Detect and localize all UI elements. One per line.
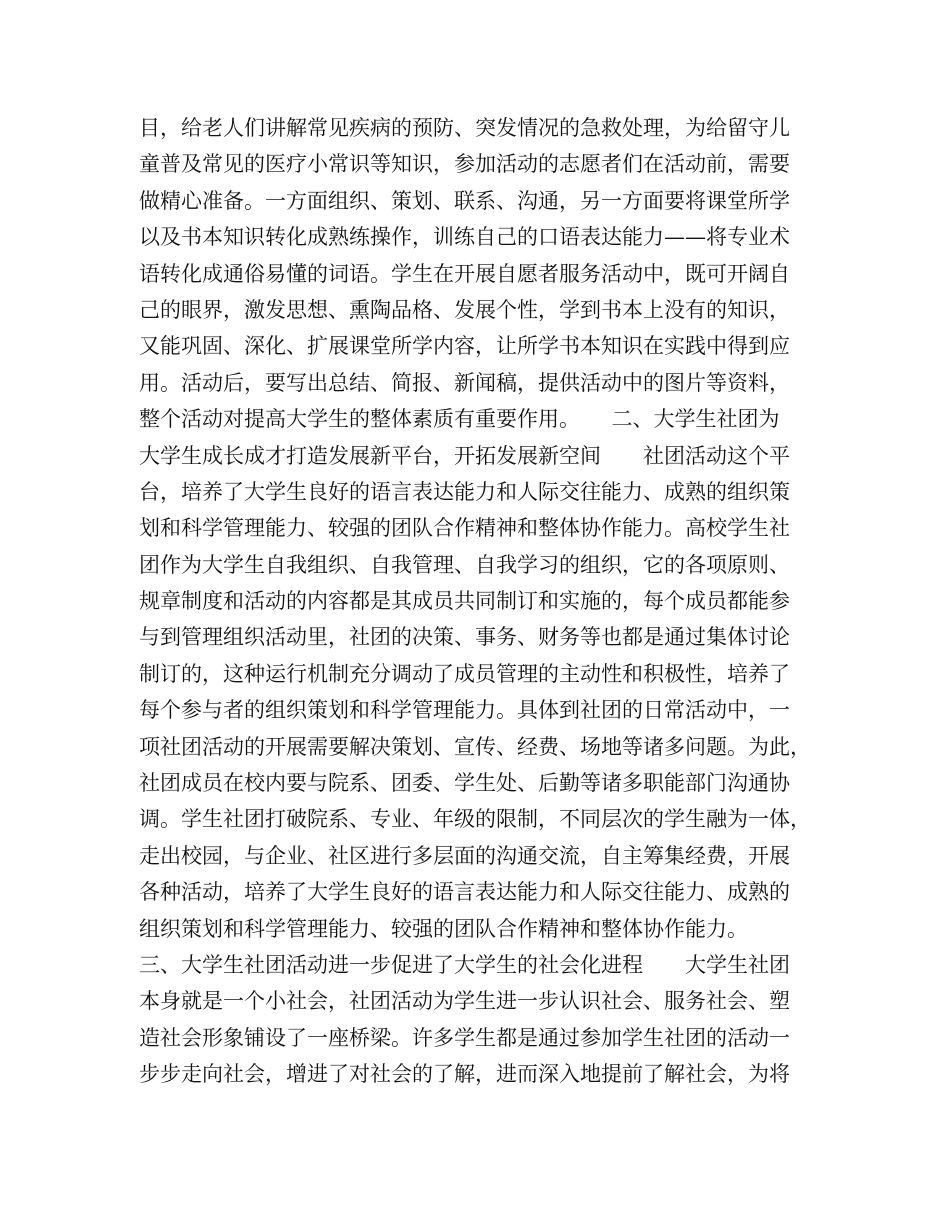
text-line: 本身就是一个小社会，社团活动为学生进一步认识社会、服务社会、塑 xyxy=(139,989,790,1014)
text-line: 语转化成通俗易懂的词语。学生在开展自愿者服务活动中，既可开阔自 xyxy=(139,261,790,286)
text-line: 与到管理组织活动里，社团的决策、事务、财务等也都是通过集体讨论 xyxy=(139,625,790,650)
text-line: 制订的，这种运行机制充分调动了成员管理的主动性和积极性，培养了 xyxy=(139,661,790,686)
text-line: 走出校园，与企业、社区进行多层面的沟通交流，自主筹集经费，开展 xyxy=(139,843,790,868)
text-line: 划和科学管理能力、较强的团队合作精神和整体协作能力。高校学生社 xyxy=(139,516,790,541)
text-line: 社团成员在校内要与院系、团委、学生处、后勤等诸多职能部门沟通协 xyxy=(139,771,790,796)
text-line: 步步走向社会，增进了对社会的了解，进而深入地提前了解社会，为将 xyxy=(139,1062,790,1087)
text-line: 以及书本知识转化成熟练操作，训练自己的口语表达能力——将专业术 xyxy=(139,225,790,250)
text-line: 每个参与者的组织策划和科学管理能力。具体到社团的日常活动中，一 xyxy=(139,698,790,723)
text-line: 造社会形象铺设了一座桥梁。许多学生都是通过参加学生社团的活动一 xyxy=(139,1025,790,1050)
text-line: 做精心准备。一方面组织、策划、联系、沟通，另一方面要将课堂所学 xyxy=(139,188,790,213)
text-line: 大学生成长成才打造发展新平台，开拓发展新空间 社团活动这个平 xyxy=(139,443,790,468)
text-line: 组织策划和科学管理能力、较强的团队合作精神和整体协作能力。 xyxy=(139,916,780,941)
text-line: 童普及常见的医疗小常识等知识，参加活动的志愿者们在活动前，需要 xyxy=(139,152,790,177)
body-text xyxy=(139,110,819,1093)
text-line: 己的眼界，激发思想、熏陶品格、发展个性，学到书本上没有的知识， xyxy=(139,297,790,322)
text-line: 用。活动后，要写出总结、简报、新闻稿，提供活动中的图片等资料， xyxy=(139,370,790,395)
text-line: 整个活动对提高大学生的整体素质有重要作用。 二、大学生社团为 xyxy=(139,407,780,432)
text-line: 团作为大学生自我组织、自我管理、自我学习的组织，它的各项原则、 xyxy=(139,552,790,577)
text-line: 项社团活动的开展需要解决策划、宣传、经费、场地等诸多问题。为此， xyxy=(139,734,811,759)
text-line: 各种活动，培养了大学生良好的语言表达能力和人际交往能力、成熟的 xyxy=(139,880,790,905)
text-line: 目，给老人们讲解常见疾病的预防、突发情况的急救处理，为给留守儿 xyxy=(139,116,790,140)
text-line: 又能巩固、深化、扩展课堂所学内容，让所学书本知识在实践中得到应 xyxy=(139,334,790,359)
text-line: 调。学生社团打破院系、专业、年级的限制，不同层次的学生融为一体， xyxy=(139,807,811,832)
text-line: 规章制度和活动的内容都是其成员共同制订和实施的，每个成员都能参 xyxy=(139,589,790,614)
text-line: 台，培养了大学生良好的语言表达能力和人际交往能力、成熟的组织策 xyxy=(139,479,790,504)
text-line: 三、大学生社团活动进一步促进了大学生的社会化进程 大学生社团 xyxy=(139,952,790,977)
